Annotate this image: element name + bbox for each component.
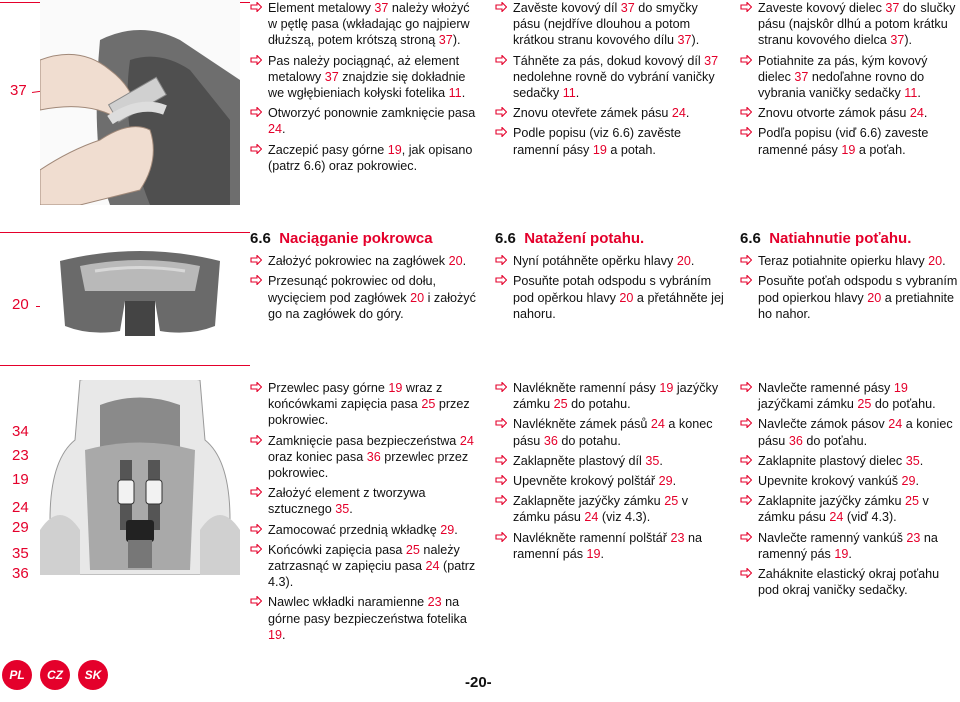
instruction-item: Przesunąć pokrowiec od dołu, wycięciem pod zagłówek 20 i założyć go na zagłówek do góry.: [268, 273, 478, 322]
arrow-right-icon: [250, 542, 268, 558]
arrow-right-icon: [740, 273, 758, 289]
arrow-right-icon: [740, 453, 758, 469]
section-heading: 6.6 Natiahnutie poťahu.: [740, 230, 912, 247]
text-pl-section3: [250, 380, 478, 647]
page-number: -20-: [465, 674, 492, 691]
instruction-item: Zaklapnite plastový dielec 35.: [758, 453, 960, 469]
frame-top-20: [0, 232, 250, 233]
arrow-right-icon: [495, 125, 513, 141]
arrow-right-icon: [495, 105, 513, 121]
photo-headrest-cover: [40, 246, 240, 342]
arrow-right-icon: [495, 253, 513, 269]
arrow-right-icon: [495, 0, 513, 16]
instruction-item: Założyć pokrowiec na zagłówek 20.: [268, 253, 478, 269]
callout-24: 24: [12, 499, 29, 516]
arrow-right-icon: [740, 253, 758, 269]
arrow-right-icon: [495, 493, 513, 509]
instruction-item: Końcówki zapięcia pasa 25 należy zatrzasnąć w zapięciu pasa 24 (patrz 4.3).: [268, 542, 478, 591]
instruction-item: Znovu otevřete zámek pásu 24.: [513, 105, 725, 121]
instruction-item: Posuňte poťah odspodu s vybraním pod opierkou hlavy 20 a pretiahnite ho nahor.: [758, 273, 960, 322]
arrow-right-icon: [250, 273, 268, 289]
instruction-item: Zaklapněte plastový díl 35.: [513, 453, 725, 469]
seat-callouts: [12, 420, 42, 584]
arrow-right-icon: [250, 380, 268, 396]
frame-top-seat: [0, 365, 250, 366]
instruction-item: Potiahnite za pás, kým kovový dielec 37 nedoľahne rovno do vybrania vaničky sedačky 11.: [758, 53, 960, 102]
arrow-right-icon: [740, 473, 758, 489]
arrow-right-icon: [740, 493, 758, 509]
instruction-item: Táhněte za pás, dokud kovový díl 37 nedolehne rovně do vybrání vaničky sedačky 11.: [513, 53, 725, 102]
section-heading: 6.6 Naciąganie pokrowca: [250, 230, 433, 247]
instruction-item: Zamocować przednią wkładkę 29.: [268, 522, 478, 538]
callout-20: 20: [12, 296, 29, 313]
text-pl-section2: [250, 231, 478, 326]
instruction-item: Przewlec pasy górne 19 wraz z końcówkami zapięcia pasa 25 przez pokrowiec.: [268, 380, 478, 429]
instruction-item: Posuňte potah odspodu s vybráním pod opěrkou hlavy 20 a přetáhněte jej nahoru.: [513, 273, 725, 322]
callout-37: 37: [10, 82, 27, 99]
arrow-right-icon: [495, 273, 513, 289]
instruction-item: Navlékněte zámek pásů 24 a konec pásu 36 do potahu.: [513, 416, 725, 448]
callout-35: 35: [12, 545, 29, 562]
arrow-right-icon: [250, 594, 268, 610]
photo-hands-metal-part: [40, 0, 240, 205]
text-sk-section3: [740, 380, 960, 602]
arrow-right-icon: [740, 530, 758, 546]
arrow-right-icon: [740, 125, 758, 141]
instruction-item: Znovu otvorte zámok pásu 24.: [758, 105, 960, 121]
instruction-item: Zaklapnite jazýčky zámku 25 v zámku pásu 24 (viď 4.3).: [758, 493, 960, 525]
instruction-item: Upevnite krokový vankúš 29.: [758, 473, 960, 489]
text-cz-section1: [495, 0, 725, 162]
arrow-right-icon: [740, 566, 758, 582]
arrow-right-icon: [495, 416, 513, 432]
instruction-item: Navlékněte ramenní polštář 23 na ramenní pás 19.: [513, 530, 725, 562]
instruction-item: Zamknięcie pasa bezpieczeństwa 24 oraz koniec pasa 36 przewlec przez pokrowiec.: [268, 433, 478, 482]
text-cz-section3: [495, 380, 725, 566]
arrow-right-icon: [250, 522, 268, 538]
instruction-item: Upevněte krokový polštář 29.: [513, 473, 725, 489]
instruction-item: Navlečte ramenné pásy 19 jazýčkami zámku 25 do poťahu.: [758, 380, 960, 412]
text-sk-section1: [740, 0, 960, 162]
arrow-right-icon: [740, 416, 758, 432]
arrow-right-icon: [250, 105, 268, 121]
instruction-item: Navlékněte ramenní pásy 19 jazýčky zámku 25 do potahu.: [513, 380, 725, 412]
arrow-right-icon: [250, 53, 268, 69]
callout-23: 23: [12, 447, 29, 464]
arrow-right-icon: [740, 0, 758, 16]
instruction-item: Navlečte ramenný vankúš 23 na ramenný pás 19.: [758, 530, 960, 562]
arrow-right-icon: [495, 473, 513, 489]
instruction-item: Otworzyć ponownie zamknięcie pasa 24.: [268, 105, 478, 137]
arrow-right-icon: [250, 142, 268, 158]
instruction-item: Nawlec wkładki naramienne 23 na górne pasy bezpieczeństwa fotelika 19.: [268, 594, 478, 643]
instruction-item: Zaklapněte jazýčky zámku 25 v zámku pásu 24 (viz 4.3).: [513, 493, 725, 525]
language-badge-pl: PL: [2, 660, 32, 690]
arrow-right-icon: [250, 433, 268, 449]
instruction-item: Podľa popisu (viď 6.6) zaveste ramenné pásy 19 a poťah.: [758, 125, 960, 157]
instruction-item: Zaczepić pasy górne 19, jak opisano (patrz 6.6) oraz pokrowiec.: [268, 142, 478, 174]
arrow-right-icon: [740, 105, 758, 121]
arrow-right-icon: [495, 380, 513, 396]
arrow-right-icon: [495, 530, 513, 546]
instruction-item: Zaveste kovový dielec 37 do slučky pásu (najskôr dlhú a potom krátku stranu kovového dielca 37).: [758, 0, 960, 49]
instruction-item: Navlečte zámok pásov 24 a koniec pásu 36 do poťahu.: [758, 416, 960, 448]
instruction-item: Zavěste kovový díl 37 do smyčky pásu (nejdříve dlouhou a potom krátkou stranu kovového dílu 37).: [513, 0, 725, 49]
arrow-right-icon: [495, 53, 513, 69]
photo-child-seat: [40, 380, 240, 575]
instruction-item: Zaháknite elastický okraj poťahu pod okraj vaničky sedačky.: [758, 566, 960, 598]
language-badge-sk: SK: [78, 660, 108, 690]
text-cz-section2: [495, 231, 725, 326]
instruction-item: Pas należy pociągnąć, aż element metalowy 37 znajdzie się dokładnie we wgłębieniach kołyski fotelika 11.: [268, 53, 478, 102]
callout-34: 34: [12, 423, 29, 440]
arrow-right-icon: [740, 53, 758, 69]
arrow-right-icon: [250, 253, 268, 269]
instruction-item: Założyć element z tworzywa sztucznego 35.: [268, 485, 478, 517]
language-badge-cz: CZ: [40, 660, 70, 690]
instruction-item: Podle popisu (viz 6.6) zavěste ramenní pásy 19 a potah.: [513, 125, 725, 157]
text-sk-section2: [740, 231, 960, 326]
arrow-right-icon: [250, 485, 268, 501]
callout-36: 36: [12, 565, 29, 582]
section-heading: 6.6 Natažení potahu.: [495, 230, 645, 247]
arrow-right-icon: [495, 453, 513, 469]
instruction-item: Teraz potiahnite opierku hlavy 20.: [758, 253, 960, 269]
callout-19: 19: [12, 471, 29, 488]
text-pl-section1: [250, 0, 478, 178]
arrow-right-icon: [250, 0, 268, 16]
callout-29: 29: [12, 519, 29, 536]
instruction-item: Nyní potáhněte opěrku hlavy 20.: [513, 253, 725, 269]
instruction-item: Element metalowy 37 należy włożyć w pętlę pasa (wkładając go najpierw dłuższą, potem krótszą stroną 37).: [268, 0, 478, 49]
arrow-right-icon: [740, 380, 758, 396]
